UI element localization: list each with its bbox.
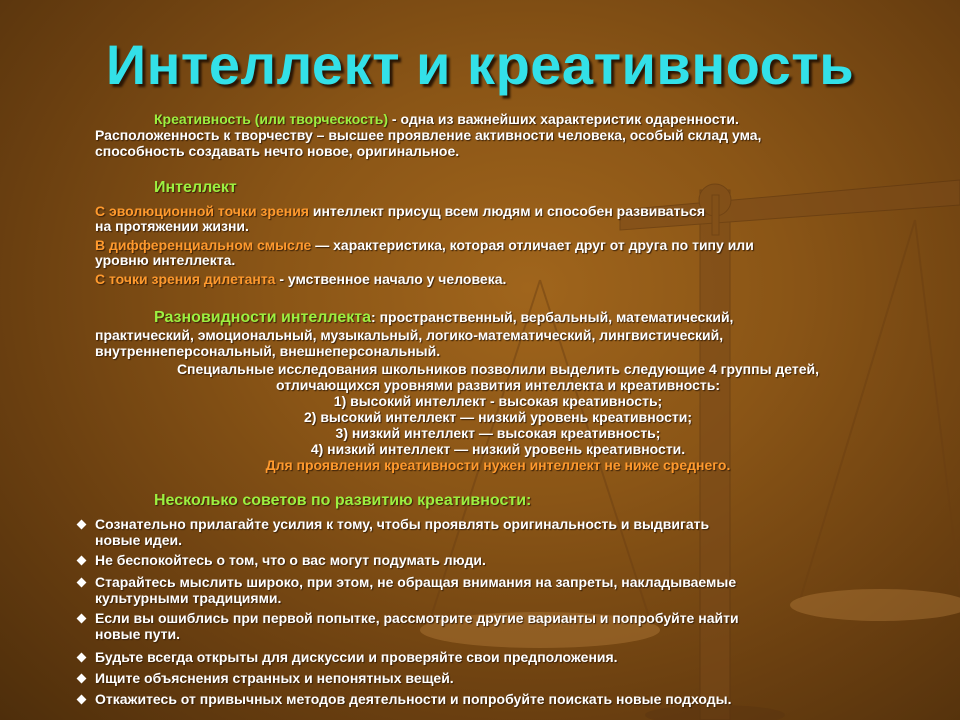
intellect-evolution-label: С эволюционной точки зрения [95, 203, 309, 219]
research-line-1: Специальные исследования школьников позволили выделить следующие 4 группы детей, [176, 361, 820, 377]
intellect-heading: Интеллект [154, 179, 237, 196]
intellect-evolution-line-2: на протяжении жизни. [95, 218, 249, 234]
creativity-definition-text: - одна из важнейших характеристик одаренности. [388, 111, 739, 127]
tip-3-line-2: культурными традициями. [95, 590, 282, 606]
bullet-icon [78, 614, 86, 622]
tips-heading: Несколько советов по развитию креативности: [154, 492, 532, 509]
intellect-evolution [95, 203, 705, 219]
creativity-line-2: Расположенность к творчеству – высшее проявление активности человека, особый склад ума, [95, 127, 762, 143]
tip-6: Ищите объяснения странных и непонятных вещей. [95, 670, 454, 686]
research-line-2: отличающихся уровнями развития интеллекта и креативность: [275, 377, 720, 393]
tip-1-line-1: Сознательно прилагайте усилия к тому, чтобы проявлять оригинальность и выдвигать [95, 516, 710, 532]
tip-3-line-1: Старайтесь мыслить широко, при этом, не обращая внимания на запреты, накладываемые [95, 574, 737, 590]
conclusion: Для проявления креативности нужен интеллект не ниже среднего. [265, 457, 731, 473]
intellect-differential-label: В дифференциальном смысле [95, 237, 312, 253]
intellect-types-text: : пространственный, вербальный, математический, [371, 309, 734, 325]
tip-5: Будьте всегда открыты для дискуссии и проверяйте свои предположения. [95, 649, 618, 665]
creativity-heading: Креативность (или творческость) [154, 111, 389, 127]
intellect-types-line-2: практический, эмоциональный, музыкальный, логико-математический, лингвистический, [95, 327, 724, 343]
creativity-definition [154, 111, 739, 127]
intellect-differential-line-2: уровню интеллекта. [95, 252, 236, 268]
intellect-amateur [95, 271, 506, 287]
intellect-amateur-text: - умственное начало у человека. [275, 271, 507, 287]
intellect-amateur-label: С точки зрения дилетанта [95, 271, 276, 287]
group-2: 2) высокий интеллект — низкий уровень креативности; [303, 409, 692, 425]
tip-4-line-1: Если вы ошиблись при первой попытке, рассмотрите другие варианты и попробуйте найти [95, 610, 739, 626]
bullet-icon [78, 674, 86, 682]
tip-7: Откажитесь от привычных методов деятельности и попробуйте поискать новые подходы. [95, 691, 732, 707]
bullet-icon [78, 556, 86, 564]
intellect-evolution-text: интеллект присущ всем людям и способен развиваться [308, 203, 705, 219]
tip-1-line-2: новые идеи. [95, 532, 183, 548]
intellect-types [154, 309, 733, 326]
bullet-icon [78, 520, 86, 528]
bullet-icon [78, 653, 86, 661]
group-1: 1) высокий интеллект - высокая креативность; [333, 393, 663, 409]
intellect-types-line-3: внутреннеперсональный, внешнеперсональный. [95, 343, 441, 359]
bullet-icon [78, 578, 86, 586]
tip-2: Не беспокойтесь о том, что о вас могут подумать люди. [95, 552, 486, 568]
group-3: 3) низкий интеллект — высокая креативность; [335, 425, 661, 441]
intellect-types-heading: Разновидности интеллекта [154, 309, 372, 326]
intellect-differential [95, 237, 754, 253]
tip-4-line-2: новые пути. [95, 626, 181, 642]
creativity-line-3: способность создавать нечто новое, оригинальное. [95, 143, 460, 159]
group-4: 4) низкий интеллект — низкий уровень креативности. [310, 441, 686, 457]
bullet-icon [78, 695, 86, 703]
slide-title: Интеллект и креативность [105, 33, 855, 96]
intellect-differential-text: — характеристика, которая отличает друг от друга по типу или [311, 237, 754, 253]
